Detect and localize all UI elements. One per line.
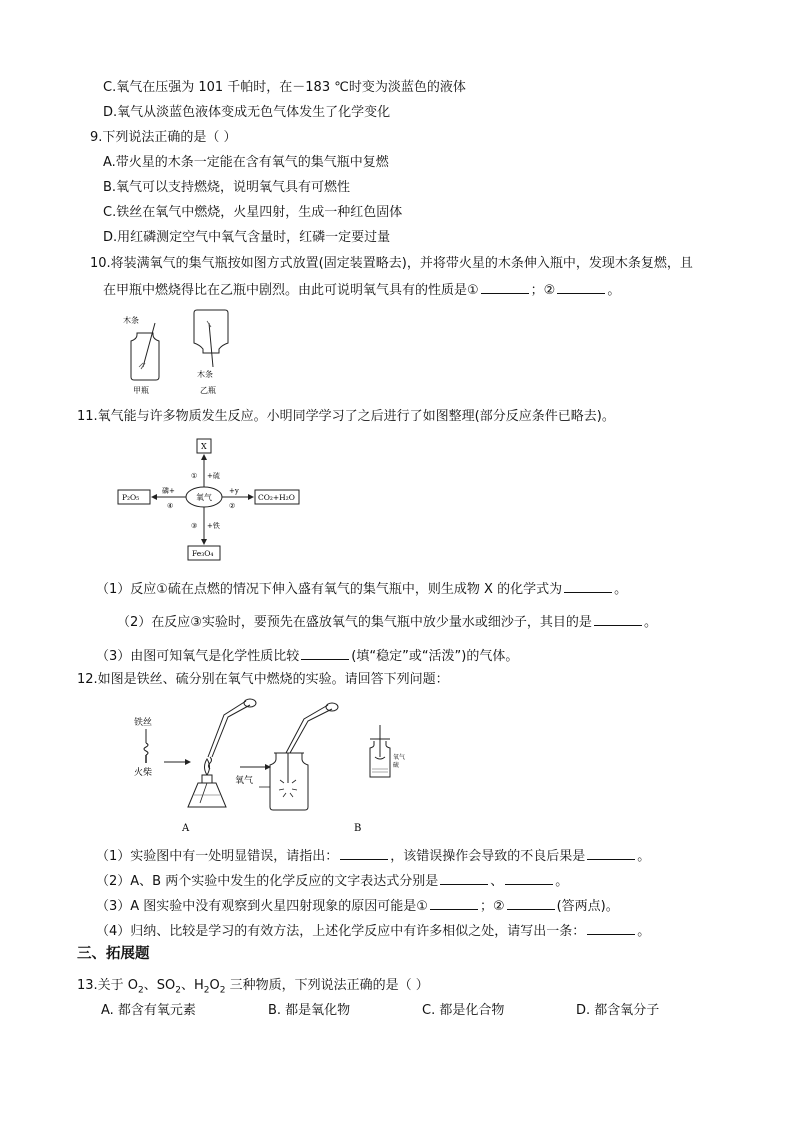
arrow-4-num: ④ — [167, 502, 174, 510]
wire-label: 铁丝 — [134, 718, 153, 728]
section-title: 三、拓展题 — [77, 946, 150, 962]
b-sulfur-label: 硫 — [393, 762, 400, 769]
q11-answer-blank-1[interactable] — [564, 579, 612, 593]
arrow-3-num: ③ — [191, 522, 198, 530]
arrow-2-num: ② — [229, 502, 236, 510]
q11-sub-2 — [117, 612, 657, 632]
arrow-3-reagent: +铁 — [207, 522, 220, 530]
arrow-1-num: ① — [191, 472, 198, 480]
q13-option-b[interactable]: B. 都是氧化物 — [268, 1003, 351, 1018]
q12-answer-blank-4[interactable] — [505, 871, 553, 885]
q12-sub2-end: 。 — [555, 874, 569, 889]
box-bottom-label: Fe₃O₄ — [192, 549, 214, 558]
q9-option-c: C.铁丝在氧气中燃烧，火星四射，生成一种红色固体 — [103, 205, 403, 220]
alcohol-lamp — [188, 759, 226, 807]
jar-yi-stick-label: 木条 — [197, 370, 213, 379]
q11-sub-1 — [96, 579, 627, 599]
q12-sub4-text: （4）归纳、比较是学习的有效方法，上述化学反应中有许多相似之处，请写出一条： — [96, 924, 586, 939]
q11-sub1-text: （1）反应①硫在点燃的情况下伸入盛有氧气的集气瓶中，则生成物 X 的化学式为 — [96, 582, 563, 597]
q13-stem-part: 13.关于 O — [77, 978, 139, 993]
q9-option-a: A.带火星的木条一定能在含有氧气的集气瓶中复燃 — [103, 155, 389, 170]
q13-option-c[interactable]: C. 都是化合物 — [422, 1003, 505, 1018]
q12-sub3-end: (答两点)。 — [556, 899, 619, 914]
arrow-1-reagent: +硫 — [207, 472, 220, 480]
q12-sub1-text: （1）实验图中有一处明显错误，请指出： — [96, 849, 339, 864]
crucible-tongs-a — [208, 699, 256, 769]
q9-option-d: D.用红磷测定空气中氧气含量时，红磷一定要过量 — [103, 230, 391, 245]
q12-sub-2 — [96, 871, 568, 891]
q8-option-d: D.氧气从淡蓝色液体变成无色气体发生了化学变化 — [103, 105, 391, 120]
q8-option-c: C.氧气在压强为 101 千帕时，在－183 ℃时变为淡蓝色的液体 — [103, 80, 466, 95]
jar-yi — [194, 310, 228, 367]
q10-answer-blank-2[interactable] — [557, 280, 605, 294]
box-right-label: CO₂+H₂O — [258, 493, 295, 502]
q12-figure — [128, 695, 418, 840]
match-label: 火柴 — [134, 768, 153, 778]
q12-answer-blank-6[interactable] — [507, 896, 555, 910]
q11-sub-3 — [96, 646, 518, 666]
jar-jia-label: 甲瓶 — [133, 386, 149, 395]
q11-stem: 11.氧气能与许多物质发生反应。小明同学学习了之后进行了如图整理(部分反应条件已略去)。 — [77, 409, 615, 424]
q13-stem-part: 三种物质，下列说法正确的是（ ） — [225, 978, 429, 993]
q13-subscript: 2 — [175, 985, 182, 996]
q12-sub3-mid: ；② — [479, 899, 505, 914]
jar-jia — [131, 323, 159, 380]
q11-answer-blank-3[interactable] — [301, 646, 349, 660]
q12-answer-blank-5[interactable] — [430, 896, 478, 910]
q11-sub3-text: （3）由图可知氧气是化学性质比较 — [96, 649, 300, 664]
q9-option-b: B.氧气可以支持燃烧，说明氧气具有可燃性 — [103, 180, 351, 195]
q12-sub-4 — [96, 921, 650, 941]
q13-subscript: 2 — [203, 985, 210, 996]
q13-stem-part: 、H — [181, 978, 204, 993]
arrow-4-reagent: 磷+ — [162, 487, 175, 495]
q9-stem: 9.下列说法正确的是（ ） — [90, 130, 237, 145]
q12-sub4-end: 。 — [637, 924, 651, 939]
box-x-label: X — [201, 442, 207, 451]
q11-sub1-end: 。 — [614, 582, 628, 597]
q12-sub1-end: 。 — [637, 849, 651, 864]
b-oxygen-label: 氧气 — [393, 754, 406, 761]
arrow-2-reagent: +y — [229, 487, 239, 495]
jar-jia-stick-label: 木条 — [123, 316, 139, 325]
q13-option-d[interactable]: D. 都含氧分子 — [576, 1003, 660, 1018]
crucible-tongs-b — [286, 703, 338, 753]
q10-text-b: ；② — [530, 283, 556, 298]
q12-sub2-mid: 、 — [490, 874, 504, 889]
q12-answer-blank-1[interactable] — [340, 846, 388, 860]
q10-text-a: 在甲瓶中燃烧得比在乙瓶中剧烈。由此可说明氧气具有的性质是① — [103, 283, 479, 298]
q10-text-c: 。 — [607, 283, 621, 298]
q12-sub1-mid: ，该错误操作会导致的不良后果是 — [390, 849, 586, 864]
q10-stem-line2 — [103, 280, 620, 300]
q13-stem-part: O — [209, 978, 220, 993]
q12-sub-3 — [96, 896, 619, 916]
q12-answer-blank-2[interactable] — [587, 846, 635, 860]
oxygen-label: 氧气 — [235, 776, 254, 786]
q11-answer-blank-2[interactable] — [594, 612, 642, 626]
q10-answer-blank-1[interactable] — [481, 280, 529, 294]
jar-yi-label: 乙瓶 — [200, 386, 216, 395]
figure-a-label: A — [182, 823, 190, 834]
box-left-label: P₂O₅ — [122, 493, 140, 502]
q10-figure — [115, 305, 255, 400]
q13-stem — [77, 977, 429, 1000]
q11-sub3-end: (填“稳定”或“活泼”)的气体。 — [351, 649, 519, 664]
q12-answer-blank-3[interactable] — [440, 871, 488, 885]
gas-jar-a — [270, 753, 308, 810]
q11-reaction-diagram — [115, 436, 305, 564]
q12-sub-1 — [96, 846, 650, 866]
center-label: 氧气 — [196, 493, 212, 502]
q12-stem: 12.如图是铁丝、硫分别在氧气中燃烧的实验。请回答下列问题： — [77, 672, 449, 687]
q10-stem-line1: 10.将装满氧气的集气瓶按如图方式放置(固定装置略去)，并将带火星的木条伸入瓶中，发现木条复燃，且 — [90, 256, 693, 271]
gas-jar-b — [370, 725, 390, 777]
q11-sub2-text: （2）在反应③实验时，要预先在盛放氧气的集气瓶中放少量水或细沙子，其目的是 — [117, 615, 592, 630]
q12-sub2-text: （2）A、B 两个实验中发生的化学反应的文字表达式分别是 — [96, 874, 439, 889]
q13-stem-part: 、SO — [143, 978, 176, 993]
q12-sub3-text: （3）A 图实验中没有观察到火星四射现象的原因可能是① — [96, 899, 428, 914]
q13-option-a[interactable]: A. 都含有氧元素 — [101, 1003, 196, 1018]
figure-b-label: B — [354, 823, 362, 834]
q11-sub2-end: 。 — [643, 615, 657, 630]
q12-answer-blank-7[interactable] — [587, 921, 635, 935]
q13-subscript: 2 — [219, 985, 226, 996]
q13-subscript: 2 — [138, 985, 144, 996]
